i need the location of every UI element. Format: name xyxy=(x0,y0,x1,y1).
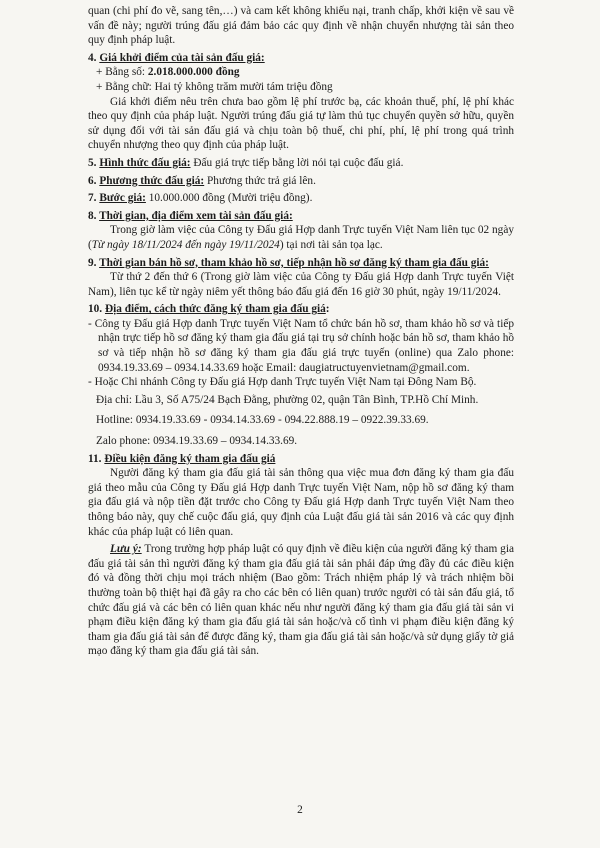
section-10-bullet: - Công ty Đấu giá Hợp danh Trực tuyến Việt Nam tổ chức bán hồ sơ, tham khảo hồ sơ và tiếp nhận trực tiếp hồ sơ đăng ký tham gia đấu giá tại trụ sở chính hoặc bán hồ sơ, tham khảo hồ sơ và tiếp nhận hồ sơ đăng ký tham gia đấu giá trực tuyến (online) qua Zalo phone: 0934.19.33.69 – 0934.14.33.69 hoặc Email: daugiatructuyenvietnam@gmail.com. xyxy=(88,317,514,374)
zalo-phone: Zalo phone: 0934.19.33.69 – 0934.14.33.69. xyxy=(96,435,298,448)
section-number: 4. xyxy=(88,51,97,64)
section-title: Phương thức đấu giá: xyxy=(99,174,205,187)
section-number: 9. xyxy=(88,256,97,269)
section-text: Đấu giá trực tiếp bằng lời nói tại cuộc đấu giá. xyxy=(190,156,404,169)
branch-address: Địa chỉ: Lầu 3, Số A75/24 Bạch Đằng, phường 02, quận Tân Bình, TP.Hồ Chí Minh. xyxy=(96,393,479,406)
section-text: 10.000.000 đồng (Mười triệu đồng). xyxy=(145,192,313,205)
section-4-paragraph: Giá khởi điểm nêu trên chưa bao gồm lệ phí trước bạ, các khoản thuế, phí, lệ phí khác theo quy định của pháp luật. Người trúng đấu giá tự làm thủ tục chuyển quyền sở hữu, quyền sử dụng đối với tài sản đấu giá và chịu toàn bộ thuế, chi phí, phí, lệ phí trong quá trình chuyển nhượng theo quy định của pháp luật. xyxy=(88,95,514,152)
intro-line: quan (chi phí đo vẽ, sang tên,…) và cam kết không khiếu nại, tranh chấp, khởi kiện về sau xyxy=(88,5,501,17)
intro-paragraph xyxy=(88,4,514,48)
section-5 xyxy=(88,156,514,171)
section-text: ) tại nơi tài sản tọa lạc. xyxy=(279,238,383,251)
section-9-heading xyxy=(88,256,514,271)
starting-price-value: 2.018.000.000 đồng xyxy=(147,66,240,79)
section-11-paragraph: Người đăng ký tham gia đấu giá tài sản thông qua việc mua đơn đăng ký tham gia đấu giá theo mẫu của Công ty Đấu giá Hợp danh Trực tuyến Việt Nam, nộp hồ sơ đăng ký tham gia đấu giá và nộp tiền đặt trước cho Công ty Đấu giá Hợp danh Trực tuyến Việt Nam theo thông báo này, quy chế cuộc đấu giá, quy định của Luật đấu giá tài sản 2016 và các quy định khác của pháp luật có liên quan. xyxy=(88,467,514,538)
note-text: Trong trường hợp pháp luật có quy định về điều kiện của người đăng ký tham gia đấu giá tài sản thì người đăng ký tham gia đấu giá tài sản phải đáp ứng đầy đủ các điều kiện đó và đồng thời chịu mọi trách nhiệm (Bao gồm: Trách nhiệm pháp lý và trách nhiệm bồi thường toàn bộ thiệt hại đã gây ra cho các bên có liên quan) trước người có tài sản đấu giá, tổ chức đấu giá và các bên có liên quan khác nếu như người đăng ký tham gia đấu giá tài sản vi phạm điều kiện đăng ký tham gia đấu giá tài sản hoặc/và cố tình vi phạm điều kiện đăng ký tham gia đấu giá tài sản để được đăng ký, tham gia đấu giá tài sản hoặc/và sử dụng giấy tờ giả mạo đăng ký tham gia đấu giá tài sản. xyxy=(88,543,514,658)
section-title: Thời gian, địa điểm xem tài sản đấu giá: xyxy=(99,209,293,222)
section-8-heading xyxy=(88,209,514,224)
section-number: 8. xyxy=(88,209,97,222)
section-number: 6. xyxy=(88,174,97,187)
starting-price-words xyxy=(88,80,514,95)
field-label: + Bằng số: xyxy=(96,66,148,79)
field-label: + Bằng chữ: xyxy=(96,80,155,93)
section-11-heading xyxy=(88,452,514,467)
section-number: 7. xyxy=(88,192,97,205)
section-title: Hình thức đấu giá: xyxy=(99,156,191,169)
section-title: Thời gian bán hồ sơ, tham khảo hồ sơ, tiếp nhận hồ sơ đăng ký tham gia đấu giá: xyxy=(99,256,489,269)
section-10-heading xyxy=(88,302,514,317)
heading-colon: : xyxy=(325,303,330,316)
section-7 xyxy=(88,191,514,206)
section-title: Địa điểm, cách thức đăng ký tham gia đấu giá xyxy=(104,303,326,316)
section-6 xyxy=(88,174,514,189)
section-number: 11. xyxy=(88,452,102,465)
starting-price-number xyxy=(88,65,514,80)
intro-line: về vấn đề này; người trúng đấu giá đảm bảo các quy định về nhận chuyển nhượng tài sản xyxy=(88,5,515,32)
section-title: Bước giá: xyxy=(99,192,146,205)
intro-line: theo quy định pháp luật. xyxy=(88,19,514,47)
starting-price-words-value: Hai tỷ không trăm mười tám triệu đồng xyxy=(154,80,333,93)
section-10-bullet: - Hoặc Chi nhánh Công ty Đấu giá Hợp danh Trực tuyến Việt Nam tại Đông Nam Bộ. xyxy=(88,376,477,389)
section-8-paragraph xyxy=(88,223,514,252)
section-text: Trong giờ làm việc của Công ty Đấu giá Hợp danh Trực tuyến Việt Nam liên tục 02 ngày ( xyxy=(88,224,514,251)
section-number: 5. xyxy=(88,156,97,169)
section-11-note xyxy=(88,542,514,659)
note-label: Lưu ý: xyxy=(110,543,142,556)
page-number: 2 xyxy=(297,804,303,816)
section-text: Phương thức trả giá lên. xyxy=(204,174,316,187)
section-title: Điều kiện đăng ký tham gia đấu giá xyxy=(104,452,276,465)
hotline: Hotline: 0934.19.33.69 - 0934.14.33.69 - 094.22.888.19 – 0922.39.33.69. xyxy=(96,414,429,427)
viewing-dates: Từ ngày 18/11/2024 đến ngày 19/11/2024 xyxy=(91,238,280,251)
section-title: Giá khởi điểm của tài sản đấu giá: xyxy=(99,51,265,64)
section-9-paragraph: Từ thứ 2 đến thứ 6 (Trong giờ làm việc của Công ty Đấu giá Hợp danh Trực tuyến Việt Nam), liên tục kể từ ngày niêm yết thông báo đấu giá đến 16 giờ 30 phút, ngày 19/11/2024. xyxy=(88,271,514,298)
section-4-heading xyxy=(88,51,514,66)
section-number: 10. xyxy=(88,303,103,316)
